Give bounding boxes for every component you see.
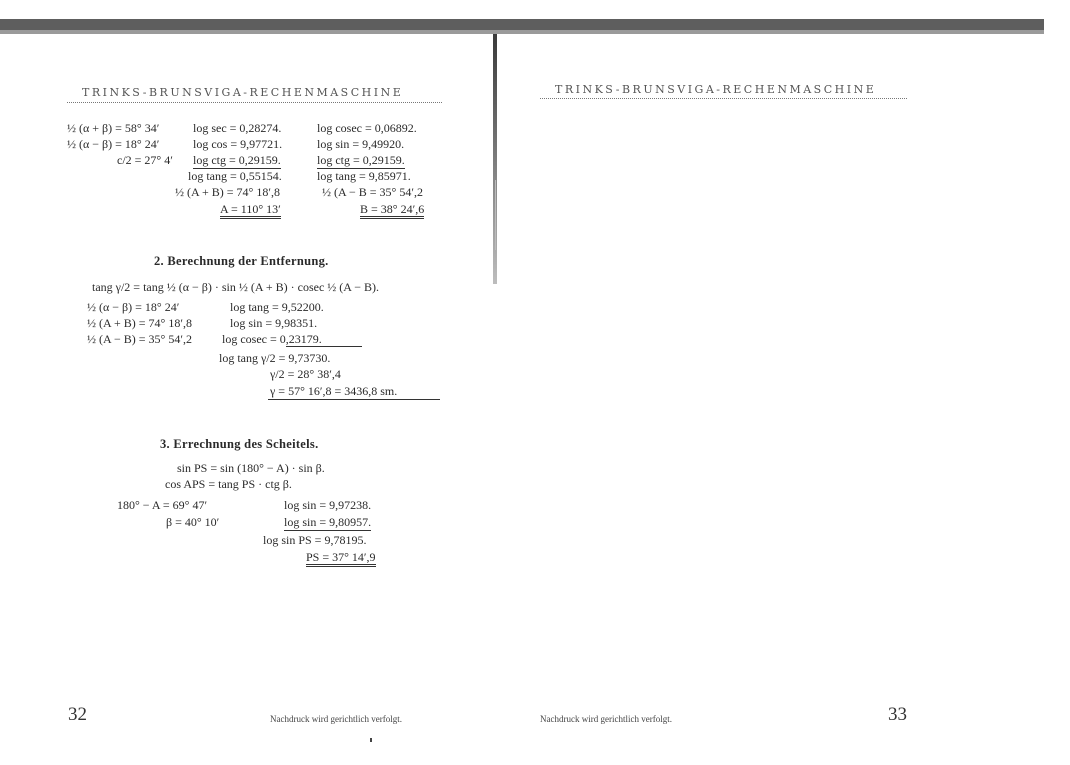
s3-formula-2: cos APS = tang PS · ctg β. <box>165 477 292 491</box>
running-head-right: TRINKS-BRUNSVIGA-RECHENMASCHINE <box>555 83 877 96</box>
b1-r1-c1: ½ (α + β) = 58° 34′ <box>67 121 160 135</box>
b1-r4-c3: log tang = 9,85971. <box>317 169 411 183</box>
b1-r3-c1: c/2 = 27° 4′ <box>117 153 173 167</box>
s3-r2-c2: log sin = 9,80957. <box>284 515 372 529</box>
b1-r3-c3: log ctg = 0,29159. <box>317 153 405 167</box>
s3-r3: log sin PS = 9,78195. <box>263 533 367 547</box>
running-head-left-rule <box>67 102 442 103</box>
page-number-right: 33 <box>888 704 907 725</box>
scan-top-edge-shadow <box>0 30 1044 34</box>
s2-r3-c1: ½ (A − B) = 35° 54′,2 <box>87 332 192 346</box>
s2-r1-c2: log tang = 9,52200. <box>230 300 324 314</box>
page-number-left: 32 <box>68 704 87 725</box>
section-3-title: 3. Errechnung des Scheitels. <box>160 437 319 451</box>
b1-r4-c2: log tang = 0,55154. <box>188 169 282 183</box>
s2-r2-c2: log sin = 9,98351. <box>230 316 318 330</box>
b1-r5-c2: ½ (A + B) = 74° 18′,8 <box>175 185 280 199</box>
b1-r5-c3: ½ (A − B = 35° 54′,2 <box>322 185 423 199</box>
s3-r4: PS = 37° 14′,9 <box>306 550 376 564</box>
s2-r2-c1: ½ (A + B) = 74° 18′,8 <box>87 316 192 330</box>
section-2-formula: tang γ/2 = tang ½ (α − β) · sin ½ (A + B) · cosec ½ (A − B). <box>92 280 380 294</box>
running-head-right-rule <box>540 98 907 99</box>
footer-note-right: Nachdruck wird gerichtlich verfolgt. <box>540 714 672 724</box>
b1-r6-c2: A = 110° 13′ <box>220 202 281 216</box>
s2-result-line <box>268 399 440 400</box>
b1-r6-c3: B = 38° 24′,6 <box>360 202 424 216</box>
s2-r4: log tang γ/2 = 9,73730. <box>219 351 331 365</box>
b1-r1-c2: log sec = 0,28274. <box>193 121 282 135</box>
running-head-left: TRINKS-BRUNSVIGA-RECHENMASCHINE <box>82 86 404 99</box>
section-2-title: 2. Berechnung der Entfernung. <box>154 254 329 268</box>
b1-r2-c1: ½ (α − β) = 18° 24′ <box>67 137 160 151</box>
s2-r1-c1: ½ (α − β) = 18° 24′ <box>87 300 180 314</box>
s3-r2-c1: β = 40° 10′ <box>166 515 220 529</box>
s2-r6: γ = 57° 16′,8 = 3436,8 sm. <box>270 384 398 398</box>
b1-r1-c3: log cosec = 0,06892. <box>317 121 417 135</box>
b1-r2-c2: log cos = 9,97721. <box>193 137 283 151</box>
gutter-shadow <box>495 180 496 250</box>
s2-r3-c2: log cosec = 0,23179. <box>222 332 322 346</box>
s3-r1-c1: 180° − A = 69° 47′ <box>117 498 208 512</box>
footer-note-left: Nachdruck wird gerichtlich verfolgt. <box>270 714 402 724</box>
s2-sum-line <box>286 346 362 347</box>
b1-r3-c2: log ctg = 0,29159. <box>193 153 281 167</box>
b1-r2-c3: log sin = 9,49920. <box>317 137 405 151</box>
s3-r1-c2: log sin = 9,97238. <box>284 498 372 512</box>
s3-formula-1: sin PS = sin (180° − A) · sin β. <box>177 461 325 475</box>
print-speck <box>370 738 372 742</box>
s2-r5: γ/2 = 28° 38′,4 <box>270 367 341 381</box>
